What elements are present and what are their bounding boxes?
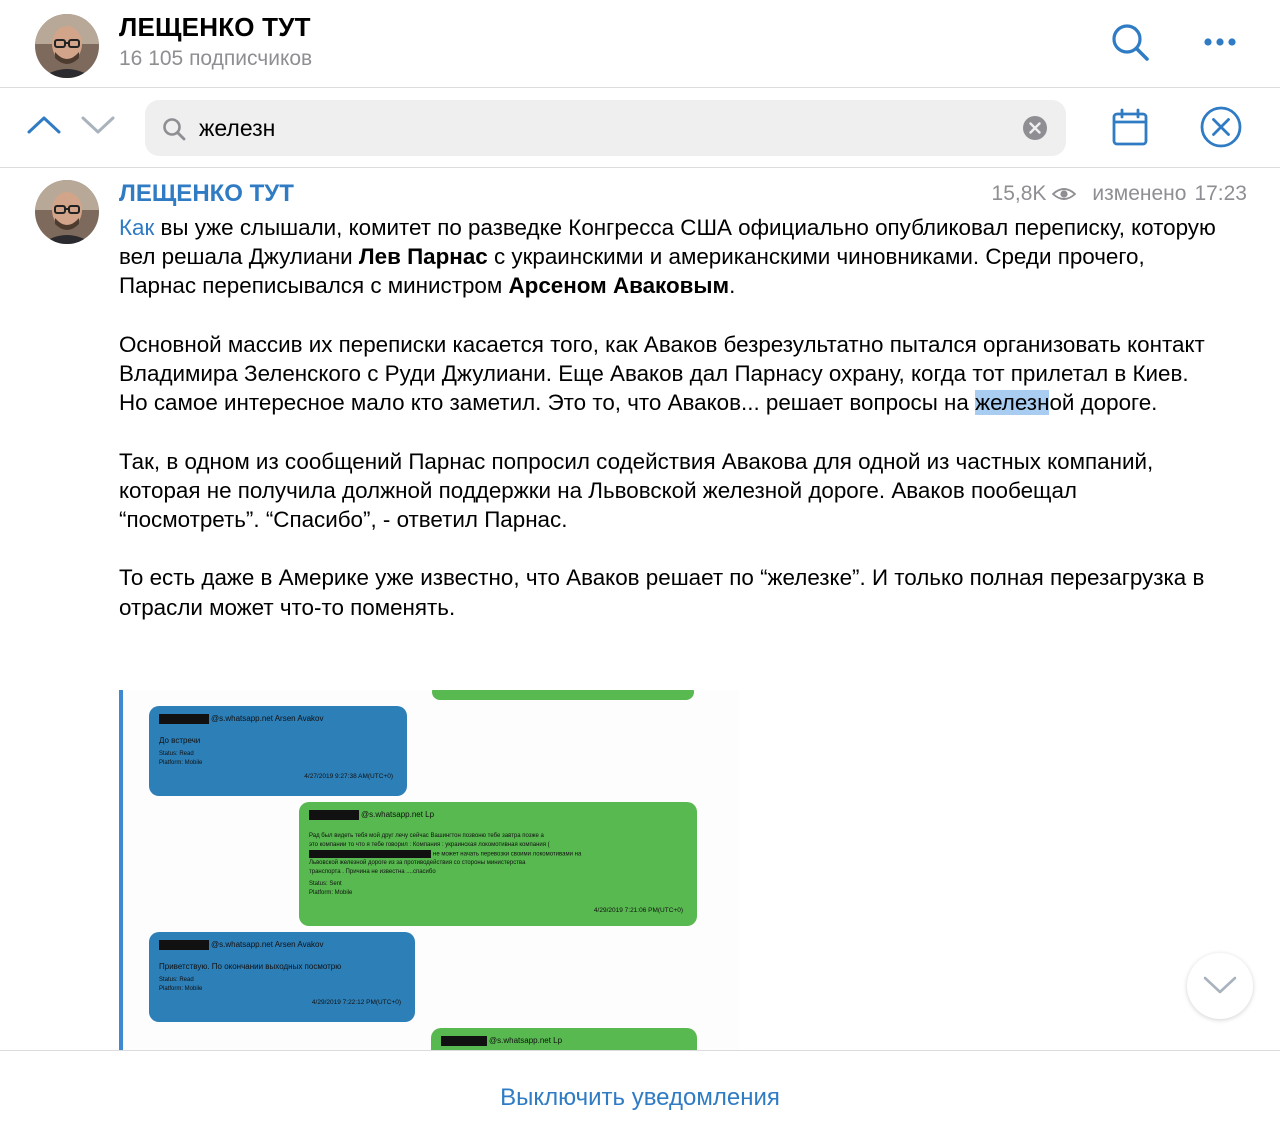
header-search-button[interactable] xyxy=(1108,20,1152,64)
in-chat-search-bar xyxy=(0,88,1280,168)
message-status: Status: Read xyxy=(159,751,194,757)
search-icon xyxy=(1108,20,1152,64)
subscriber-count: 16 105 подписчиков xyxy=(119,47,313,70)
post-time: 17:23 xyxy=(1194,182,1247,205)
post-author-name[interactable]: ЛЕЩЕНКО ТУТ xyxy=(119,180,294,207)
post-image[interactable] xyxy=(119,690,739,1052)
redaction-block xyxy=(309,850,431,858)
redaction-block xyxy=(309,810,359,820)
calendar-icon xyxy=(1110,108,1150,148)
message-bubble xyxy=(432,690,694,700)
message-time: 4/27/2019 9:27:38 AM(UTC+0) xyxy=(304,773,393,780)
person-avatar-icon xyxy=(35,14,99,78)
message-sender: @s.whatsapp.net Lp xyxy=(489,1036,563,1046)
search-glass-icon xyxy=(161,116,187,142)
prev-result-button[interactable] xyxy=(24,110,64,140)
redaction-block xyxy=(441,1036,487,1046)
bold-name: Арсеном Аваковым xyxy=(508,273,730,299)
message-sender: @s.whatsapp.net Lp xyxy=(361,810,435,820)
message-sender: @s.whatsapp.net Arsen Avakov xyxy=(211,940,324,950)
mute-notifications-button[interactable]: Выключить уведомления xyxy=(0,1051,1280,1139)
text-span: . xyxy=(729,273,736,299)
message-platform: Platform: Mobile xyxy=(159,760,203,766)
chevron-down-icon xyxy=(78,110,118,140)
calendar-button[interactable] xyxy=(1110,108,1150,148)
message-platform: Platform: Mobile xyxy=(309,890,353,896)
person-avatar-icon xyxy=(35,180,99,244)
next-result-button[interactable] xyxy=(78,110,118,140)
search-highlight: железн xyxy=(975,390,1050,416)
close-search-button[interactable] xyxy=(1199,105,1243,149)
more-dots-icon xyxy=(1196,28,1244,56)
post-paragraph xyxy=(119,213,1219,301)
message-bubble xyxy=(431,1028,697,1052)
message-text: это компании то что я тебе говорил : Компания : украинская локомотивная компания ( xyxy=(309,842,550,848)
edited-label: изменено xyxy=(1092,182,1187,205)
close-icon xyxy=(1199,105,1243,149)
scroll-down-button[interactable] xyxy=(1187,953,1253,1019)
search-input[interactable] xyxy=(199,100,999,156)
bold-name: Лев Парнас xyxy=(358,244,488,270)
message-text: не может начать перевозки своими локомотивами на xyxy=(433,851,582,858)
redaction-block xyxy=(159,940,209,950)
channel-title[interactable]: ЛЕЩЕНКО ТУТ xyxy=(119,12,311,42)
post-author-avatar[interactable] xyxy=(35,180,99,244)
post-meta xyxy=(992,182,1247,206)
message-status: Status: Sent xyxy=(309,881,342,887)
message-bubble xyxy=(149,706,407,796)
channel-header xyxy=(0,0,1280,88)
message-time: 4/29/2019 7:21:06 PM(UTC+0) xyxy=(593,907,683,914)
text-span: ой дороге. xyxy=(1049,390,1158,416)
chevron-down-icon xyxy=(1202,973,1238,997)
message-text: Рад был видеть тебя мой друг лечу сейчас Вашингтон позвоню тебе завтра позже а xyxy=(309,833,544,839)
message-text: Приветствую. По окончании выходных посмотрю xyxy=(159,962,342,971)
search-field xyxy=(145,100,1066,156)
message-bubble xyxy=(299,802,697,926)
text-span: с украинскими и американскими чиновниками. Среди прочего, Парнас переписывался с министром xyxy=(119,244,1145,299)
channel-avatar[interactable] xyxy=(35,14,99,78)
text-span: вы уже слышали, комитет по разведке Конгресса США официально опубликовал переписку, которую вел решала Джулиани xyxy=(119,215,1216,270)
post-paragraph: То есть даже в Америке уже известно, что Аваков решает по “железке”. И только полная перезагрузка в отрасли может что-то поменять. xyxy=(119,565,1205,620)
message-time: 4/29/2019 7:22:12 PM(UTC+0) xyxy=(311,999,401,1006)
message-sender: @s.whatsapp.net Arsen Avakov xyxy=(211,714,324,724)
post-paragraph: Так, в одном из сообщений Парнас попросил содействия Авакова для одной из частных компаний, которая не получила должной поддержки на Львовской железной дороге. Аваков пообещал “посмотреть”. “Спасибо”, - ответил Парнас. xyxy=(119,448,1154,532)
post-text xyxy=(119,213,1219,622)
view-count: 15,8K xyxy=(991,182,1047,205)
post-link[interactable]: Как xyxy=(119,215,155,240)
message-text: Львовской железной дороге из за противодействия со стороны министерства xyxy=(309,860,526,866)
message-text: До встречи xyxy=(159,736,201,745)
channel-footer xyxy=(0,1050,1280,1139)
chevron-up-icon xyxy=(24,110,64,140)
eye-icon xyxy=(1052,186,1076,202)
text-span: Основной массив их переписки касается того, как Аваков безрезультатно пытался организовать контакт Владимира Зеленского с Руди Джулиани. Еще Аваков дал Парнасу охрану, когда тот прилетал в Киев. Но самое интересное мало кто заметил. Это то, что Аваков... решает вопросы на xyxy=(119,331,1205,416)
message-bubble xyxy=(149,932,415,1022)
header-more-button[interactable] xyxy=(1196,28,1244,56)
image-accent-bar xyxy=(119,690,123,1052)
redaction-block xyxy=(159,714,209,724)
message-platform: Platform: Mobile xyxy=(159,986,203,992)
message-text: транспорта . Причина не известна ....спасибо xyxy=(309,869,436,875)
clear-search-icon[interactable] xyxy=(1022,115,1048,141)
message-status: Status: Read xyxy=(159,977,194,983)
post-paragraph xyxy=(119,330,1219,418)
